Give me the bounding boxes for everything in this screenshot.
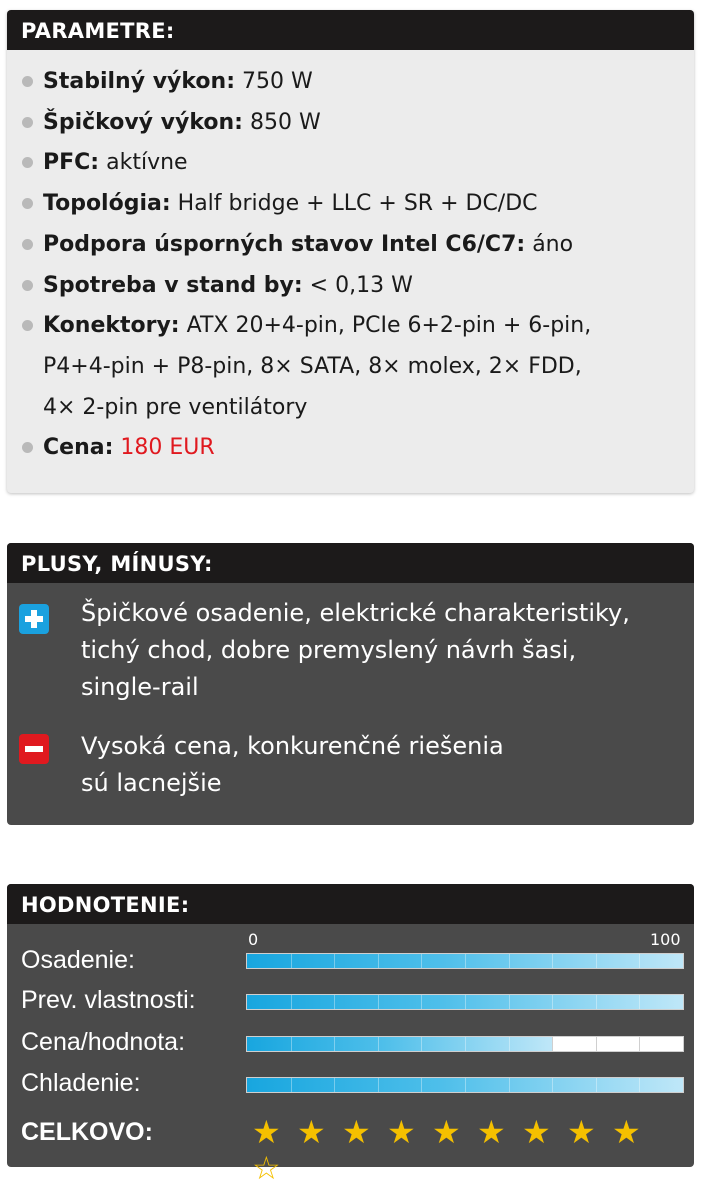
param-label: PFC:: [43, 150, 100, 176]
bullet-icon: [22, 198, 33, 209]
rating-bar: [246, 994, 684, 1010]
cons-line: Vysoká cena, konkurenčné riešenia: [81, 732, 504, 760]
bar-segment-divider: [639, 1037, 640, 1051]
star-filled-icon: ★: [297, 1113, 327, 1151]
rating-label: Osadenie:: [21, 946, 135, 974]
bar-segment-divider: [596, 1037, 597, 1051]
pros-item: [17, 595, 684, 715]
param-label: Spotreba v stand by:: [43, 272, 303, 298]
bar-segment-divider: [465, 1037, 466, 1051]
scale-max-label: 100: [650, 930, 681, 949]
bullet-icon: [22, 157, 33, 168]
bar-segment-divider: [596, 1078, 597, 1092]
star-filled-icon: ★: [432, 1113, 462, 1151]
plus-icon: [19, 604, 49, 634]
bar-segment-divider: [552, 954, 553, 968]
cons-item: [17, 728, 684, 808]
bar-segment-divider: [465, 1078, 466, 1092]
bar-segment-divider: [291, 954, 292, 968]
bar-segment-divider: [421, 1037, 422, 1051]
bar-segment-divider: [639, 954, 640, 968]
param-value: áno: [532, 231, 574, 257]
bar-segment-divider: [378, 995, 379, 1009]
star-filled-icon: ★: [612, 1113, 642, 1151]
minus-icon: [19, 734, 49, 764]
pros-line: Špičkové osadenie, elektrické charakteristiky,: [81, 599, 630, 627]
pros-line: single-rail: [81, 673, 199, 701]
bullet-icon: [22, 442, 33, 453]
bar-segment-divider: [421, 995, 422, 1009]
param-value: ATX 20+4-pin, PCIe 6+2-pin + 6-pin,: [186, 313, 592, 339]
pros-text: [81, 595, 684, 706]
bar-segment-divider: [639, 995, 640, 1009]
param-label: Špičkový výkon:: [43, 109, 243, 135]
rating-label: Prev. vlastnosti:: [21, 986, 196, 1014]
bar-segment-divider: [509, 954, 510, 968]
rating-bar: [246, 1036, 684, 1052]
parameters-header: PARAMETRE:: [7, 10, 694, 50]
rating-label: Chladenie:: [21, 1069, 141, 1097]
bar-segment-divider: [552, 995, 553, 1009]
param-label: Podpora úsporných stavov Intel C6/C7:: [43, 231, 526, 257]
bar-segment-divider: [596, 954, 597, 968]
rating-header: HODNOTENIE:: [7, 884, 694, 924]
star-filled-icon: ★: [522, 1113, 552, 1151]
param-value: aktívne: [106, 150, 188, 176]
bullet-icon: [22, 280, 33, 291]
param-item: [21, 225, 684, 266]
param-label: Cena:: [43, 435, 114, 461]
rating-bar: [246, 1077, 684, 1093]
bar-segment-divider: [334, 954, 335, 968]
rating-bar: [246, 953, 684, 969]
param-item: [21, 266, 684, 307]
rating-panel: [7, 884, 694, 1187]
rating-label: Cena/hodnota:: [21, 1028, 186, 1056]
star-filled-icon: ★: [252, 1113, 282, 1151]
bar-segment-divider: [421, 954, 422, 968]
param-item: [21, 428, 684, 469]
bullet-icon: [22, 239, 33, 250]
param-value: < 0,13 W: [309, 272, 413, 298]
param-item: [21, 103, 684, 144]
parameters-list: [21, 62, 684, 469]
star-filled-icon: ★: [387, 1113, 417, 1151]
cons-text: [81, 728, 684, 802]
param-value: 850 W: [249, 109, 321, 135]
param-item: [21, 62, 684, 103]
bar-segment-divider: [465, 954, 466, 968]
param-label: Stabilný výkon:: [43, 69, 235, 94]
bar-segment-divider: [334, 995, 335, 1009]
bar-segment-divider: [291, 1078, 292, 1092]
star-filled-icon: ★: [342, 1113, 372, 1151]
param-value: Half bridge + LLC + SR + DC/DC: [177, 191, 538, 217]
star-empty-icon: ☆: [252, 1149, 282, 1187]
bullet-icon: [22, 117, 33, 128]
param-value-continued: P4+4-pin + P8-pin, 8× SATA, 8× molex, 2× FDD,: [43, 353, 582, 379]
bar-segment-divider: [552, 1078, 553, 1092]
star-filled-icon: ★: [477, 1113, 507, 1151]
bar-segment-divider: [334, 1037, 335, 1051]
bar-segment-divider: [509, 995, 510, 1009]
bar-segment-divider: [378, 954, 379, 968]
bar-segment-divider: [378, 1078, 379, 1092]
param-item: [21, 184, 684, 225]
bar-segment-divider: [421, 1078, 422, 1092]
star-filled-icon: ★: [567, 1113, 597, 1151]
pros-line: tichý chod, dobre premyslený návrh šasi,: [81, 636, 577, 664]
cons-line: sú lacnejšie: [81, 769, 222, 797]
bar-segment-divider: [552, 1037, 553, 1051]
param-value-continued: 4× 2-pin pre ventilátory: [43, 394, 308, 420]
parameters-panel: [7, 10, 694, 493]
rating-bar-fill: [247, 1037, 552, 1051]
param-label: Konektory:: [43, 313, 180, 339]
scale-min-label: 0: [248, 930, 259, 949]
pros-cons-panel: [7, 543, 694, 825]
bar-segment-divider: [291, 995, 292, 1009]
bar-segment-divider: [465, 995, 466, 1009]
bar-segment-divider: [596, 995, 597, 1009]
star-rating: [252, 1114, 694, 1186]
price-value: 180 EUR: [120, 435, 215, 461]
bullet-icon: [22, 76, 33, 87]
bar-segment-divider: [509, 1037, 510, 1051]
param-item: [21, 306, 684, 428]
bar-segment-divider: [509, 1078, 510, 1092]
bar-segment-divider: [378, 1037, 379, 1051]
pros-cons-header: PLUSY, MÍNUSY:: [7, 543, 694, 583]
bar-segment-divider: [334, 1078, 335, 1092]
bar-segment-divider: [291, 1037, 292, 1051]
bullet-icon: [22, 320, 33, 331]
param-value: 750 W: [242, 69, 313, 94]
param-item: [21, 143, 684, 184]
bar-segment-divider: [639, 1078, 640, 1092]
param-label: Topológia:: [43, 191, 171, 217]
overall-label: CELKOVO:: [21, 1118, 153, 1146]
